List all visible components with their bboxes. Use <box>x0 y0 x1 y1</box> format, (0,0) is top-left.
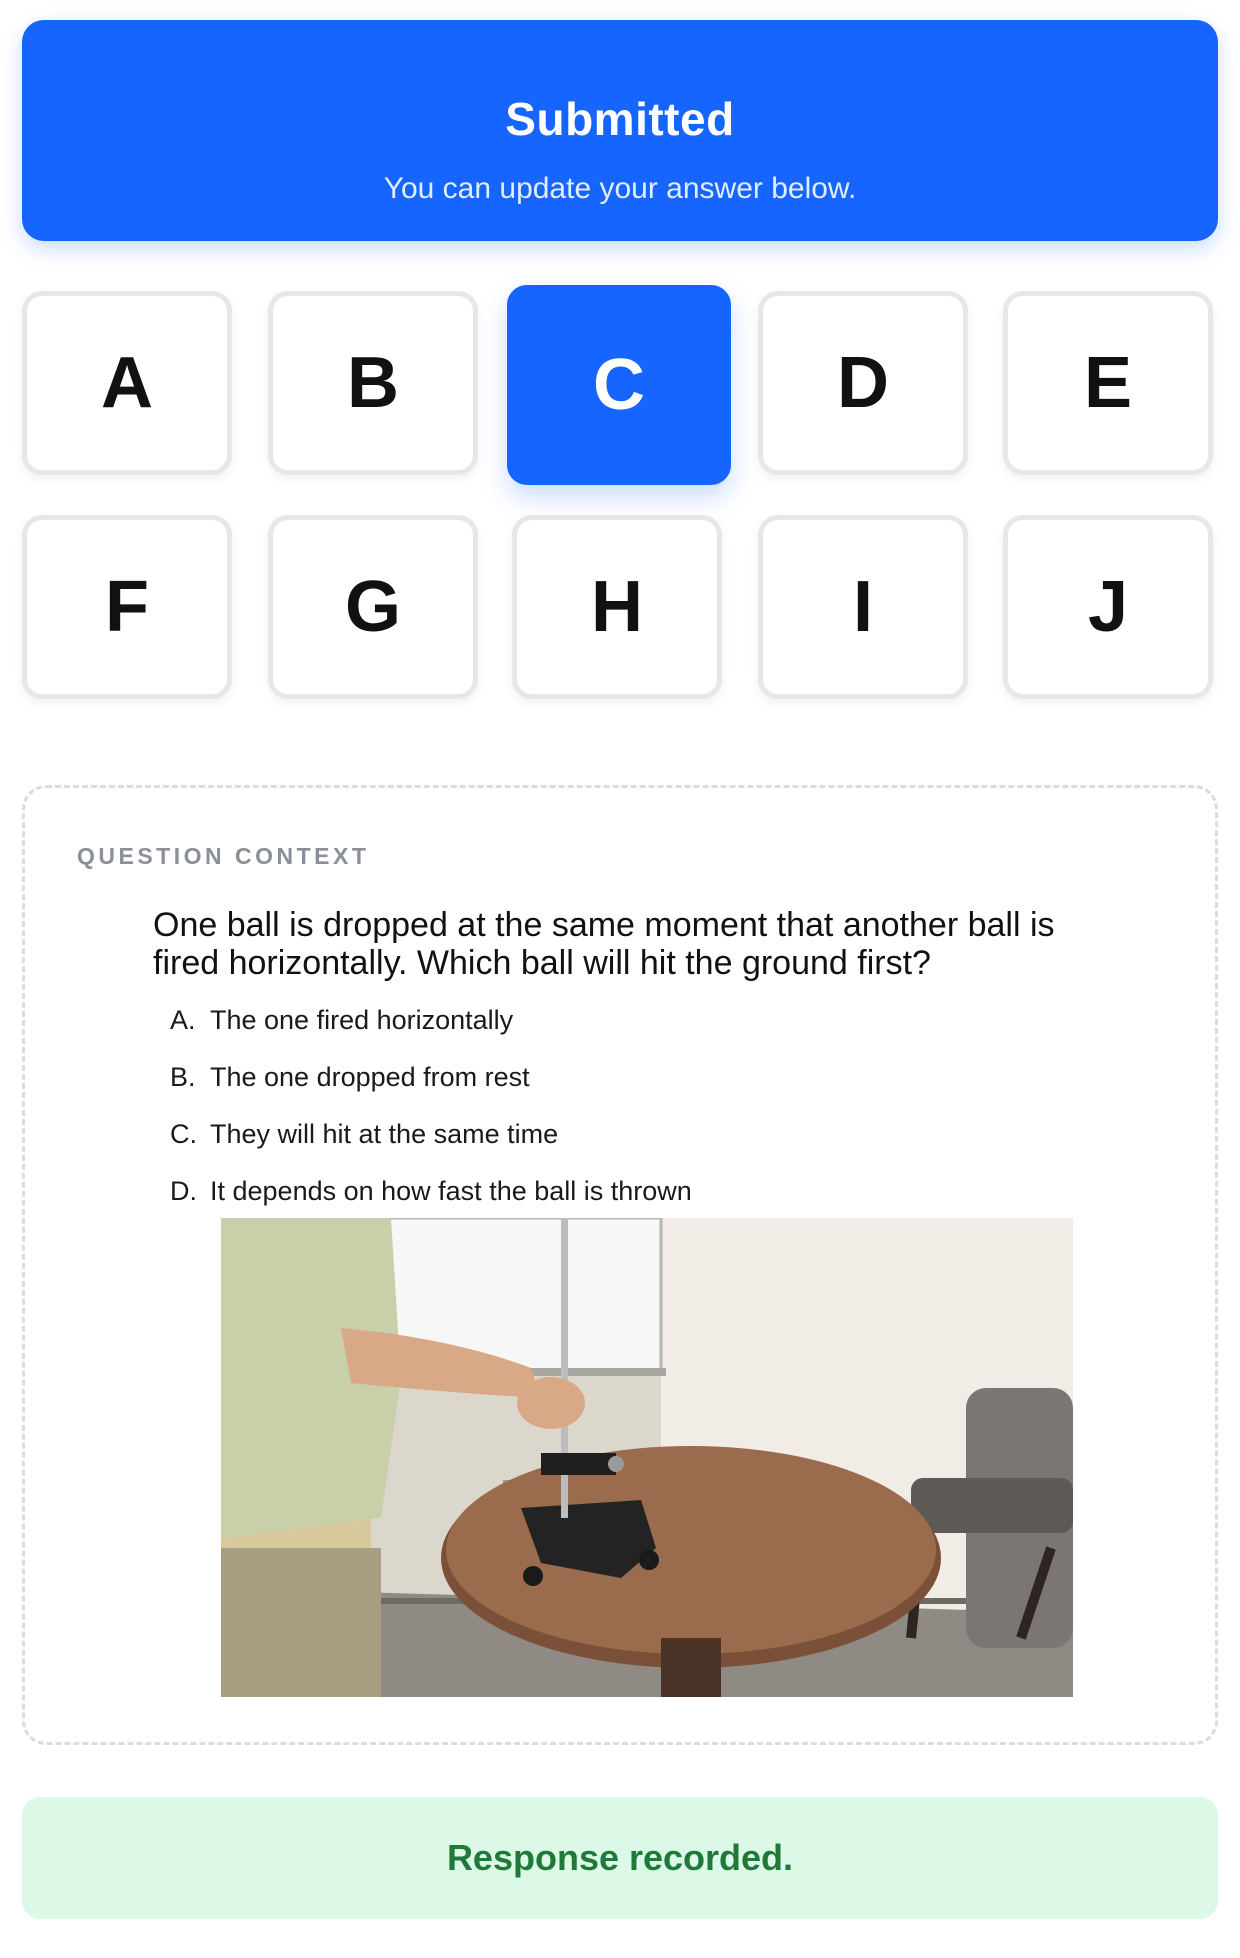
submitted-banner <box>22 20 1218 241</box>
photo-illustration <box>221 1218 1073 1697</box>
choice-button-c[interactable]: C <box>507 285 731 485</box>
option-text: The one fired horizontally <box>210 1005 514 1035</box>
option-item <box>170 1114 692 1171</box>
context-label: QUESTION CONTEXT <box>77 843 370 869</box>
choice-button-b[interactable]: B <box>268 291 478 475</box>
option-text: They will hit at the same time <box>210 1119 559 1149</box>
response-recorded-banner: Response recorded. <box>22 1797 1218 1919</box>
question-photo <box>221 1218 1073 1697</box>
option-letter: A. <box>170 1005 196 1035</box>
choice-button-f[interactable]: F <box>22 515 232 699</box>
banner-title: Submitted <box>505 93 735 145</box>
choice-button-h[interactable]: H <box>512 515 722 699</box>
option-letter: C. <box>170 1119 197 1149</box>
choice-button-g[interactable]: G <box>268 515 478 699</box>
question-text: One ball is dropped at the same moment that another ball is fired horizontally. Which ball will hit the ground first? <box>153 906 1055 982</box>
choice-button-a[interactable]: A <box>22 291 232 475</box>
choice-button-d[interactable]: D <box>758 291 968 475</box>
choice-button-j[interactable]: J <box>1003 515 1213 699</box>
options-list <box>170 1000 692 1228</box>
option-letter: B. <box>170 1062 196 1092</box>
question-context-panel <box>22 785 1218 1745</box>
choice-button-i[interactable]: I <box>758 515 968 699</box>
option-text: It depends on how fast the ball is thrown <box>210 1176 692 1206</box>
option-text: The one dropped from rest <box>210 1062 530 1092</box>
option-item <box>170 1000 692 1057</box>
banner-subtitle: You can update your answer below. <box>383 172 857 205</box>
choice-button-e[interactable]: E <box>1003 291 1213 475</box>
option-item <box>170 1057 692 1114</box>
option-letter: D. <box>170 1176 197 1206</box>
